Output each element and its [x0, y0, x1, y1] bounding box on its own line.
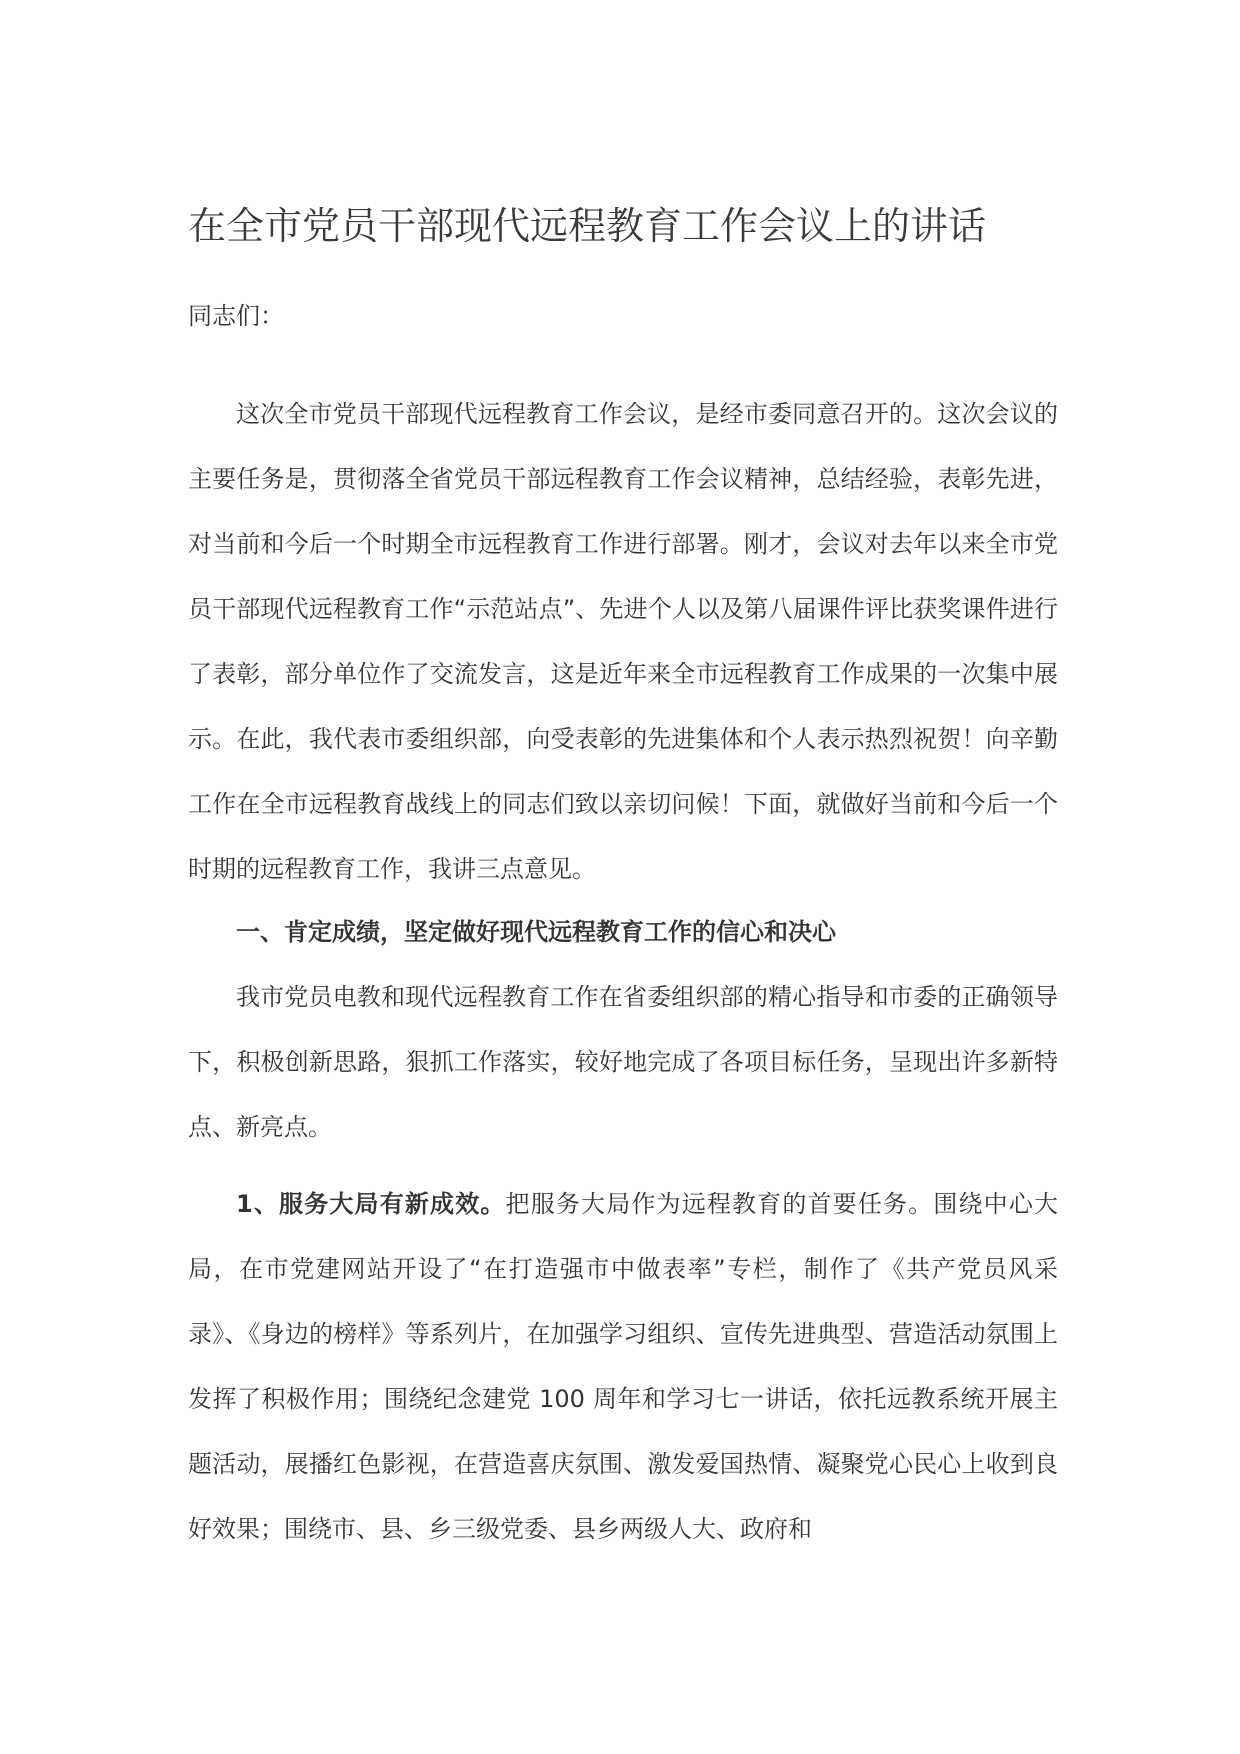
section-heading-1: 一、肯定成绩，坚定做好现代远程教育工作的信心和决心 [236, 918, 836, 946]
paragraph-lead: 1、服务大局有新成效。 [236, 1190, 506, 1218]
document-title: 在全市党员干部现代远程教育工作会议上的讲话 [188, 204, 987, 248]
paragraph-body: 把服务大局作为远程教育的首要任务。围绕中心大局，在市党建网站开设了“在打造强市中做表率”专栏，制作了《共产党员风采录》、《身边的榜样》等系列片，在加强学习组织、宣传先进典型、营造活动氛围上发挥了积极作用；围绕纪念建党 100 周年和学习七一讲话，依托远教系统开展主题活动，展播红色影视，在营造喜庆氛围、激发爱国热情、凝聚党心民心上收到良好效果；围绕市、县、乡三级党委、县乡两级人大、政府和 [188, 1190, 1059, 1543]
salutation: 同志们： [188, 302, 284, 330]
paragraph-intro: 这次全市党员干部现代远程教育工作会议，是经市委同意召开的。这次会议的主要任务是，贯彻落全省党员干部远程教育工作会议精神，总结经验，表彰先进，对当前和今后一个时期全市远程教育工作进行部署。刚才，会议对去年以来全市党员干部现代远程教育工作“示范站点”、先进个人以及第八届课件评比获奖课件进行了表彰，部分单位作了交流发言，这是近年来全市远程教育工作成果的一次集中展示。在此，我代表市委组织部，向受表彰的先进集体和个人表示热烈祝贺！向辛勤工作在全市远程教育战线上的同志们致以亲切问候！下面，就做好当前和今后一个时期的远程教育工作，我讲三点意见。 [188, 400, 1058, 883]
paragraph-achievements: 我市党员电教和现代远程教育工作在省委组织部的精心指导和市委的正确领导下，积极创新思路，狠抓工作落实，较好地完成了各项目标任务，呈现出许多新特点、新亮点。 [188, 983, 1058, 1141]
paragraph-service-overall [188, 1172, 1058, 1562]
